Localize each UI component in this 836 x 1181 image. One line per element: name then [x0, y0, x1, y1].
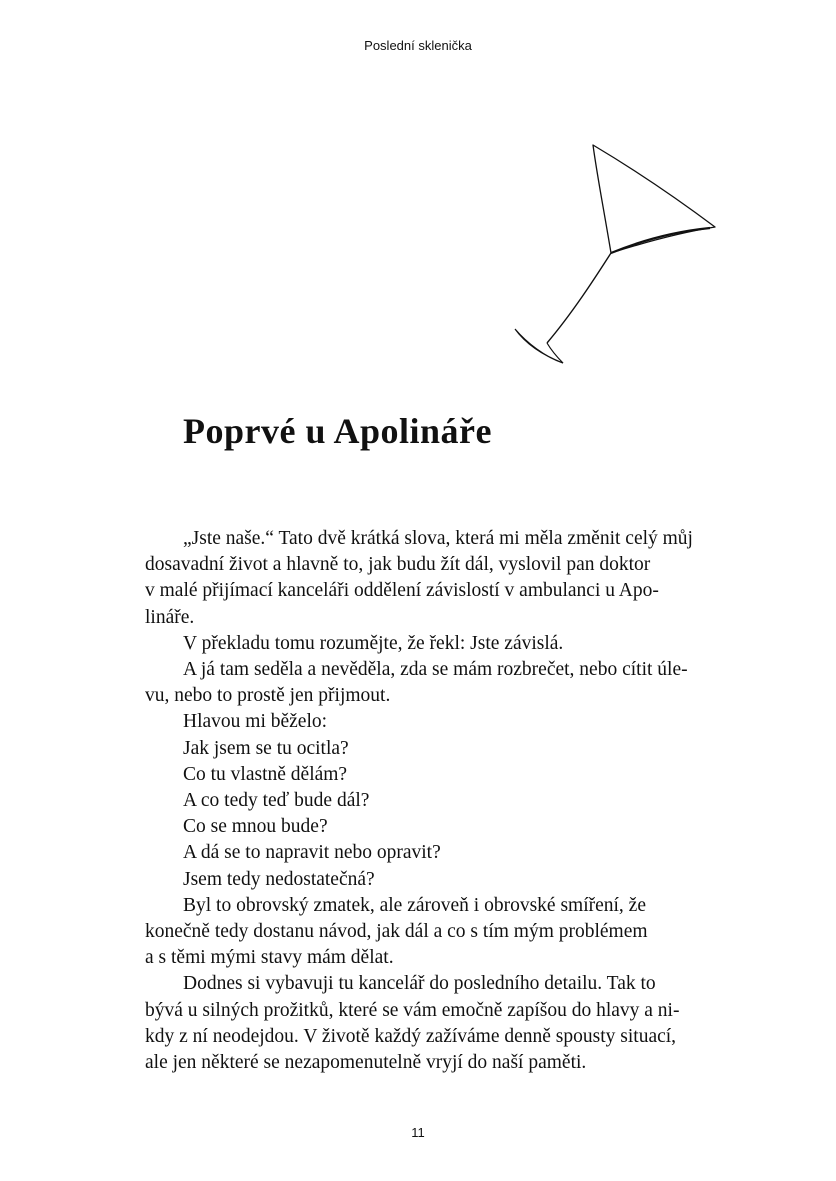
paragraph — [145, 840, 752, 866]
text-line: lináře. — [145, 606, 195, 628]
paragraph — [145, 867, 752, 893]
paragraph — [145, 709, 752, 735]
paragraph — [145, 893, 752, 972]
paragraph — [145, 526, 752, 631]
text-line: Byl to obrovský zmatek, ale zároveň i obrovské smíření, že — [183, 894, 646, 916]
paragraph — [145, 788, 752, 814]
martini-glass-icon — [505, 135, 730, 375]
text-line: v malé přijímací kanceláři oddělení závislostí v ambulanci u Apo- — [145, 580, 659, 602]
paragraph — [145, 657, 752, 709]
chapter-title: Poprvé u Apolináře — [183, 411, 493, 451]
text-line: konečně tedy dostanu návod, jak dál a co s tím mým problémem — [145, 921, 648, 943]
text-line: A co tedy teď bude dál? — [183, 790, 370, 812]
text-line: V překladu tomu rozumějte, že řekl: Jste závislá. — [183, 632, 564, 654]
text-line: vu, nebo to prostě jen přijmout. — [145, 685, 391, 707]
paragraph — [145, 736, 752, 762]
paragraph — [145, 971, 752, 1076]
text-line: kdy z ní neodejdou. V životě každý zažíváme denně spousty situací, — [145, 1025, 677, 1047]
text-line: ale jen některé se nezapomenutelně vryjí do naší paměti. — [145, 1052, 587, 1074]
paragraph — [145, 762, 752, 788]
running-header: Poslední sklenička — [364, 38, 472, 53]
text-line: bývá u silných prožitků, které se vám emočně zapíšou do hlavy a ni- — [145, 999, 680, 1021]
text-line: A dá se to napravit nebo opravit? — [183, 842, 441, 864]
text-line: Co tu vlastně dělám? — [183, 763, 348, 785]
text-line: „Jste naše.“ Tato dvě krátká slova, která mi měla změnit celý můj — [183, 528, 693, 549]
text-line: A já tam seděla a nevěděla, zda se mám rozbrečet, nebo cítit úle- — [183, 659, 688, 681]
paragraph — [145, 814, 752, 840]
text-line: dosavadní život a hlavně to, jak budu žít dál, vyslovil pan doktor — [145, 554, 651, 576]
text-line: Co se mnou bude? — [183, 816, 328, 838]
text-line: Jak jsem se tu ocitla? — [183, 737, 349, 759]
paragraph — [145, 631, 752, 657]
body-text — [145, 526, 752, 1076]
text-line: a s těmi mými stavy mám dělat. — [145, 947, 394, 969]
text-line: Dodnes si vybavuji tu kancelář do posledního detailu. Tak to — [183, 973, 656, 995]
text-line: Hlavou mi běželo: — [183, 711, 328, 733]
text-line: Jsem tedy nedostatečná? — [183, 868, 375, 890]
page-number: 11 — [411, 1125, 425, 1140]
